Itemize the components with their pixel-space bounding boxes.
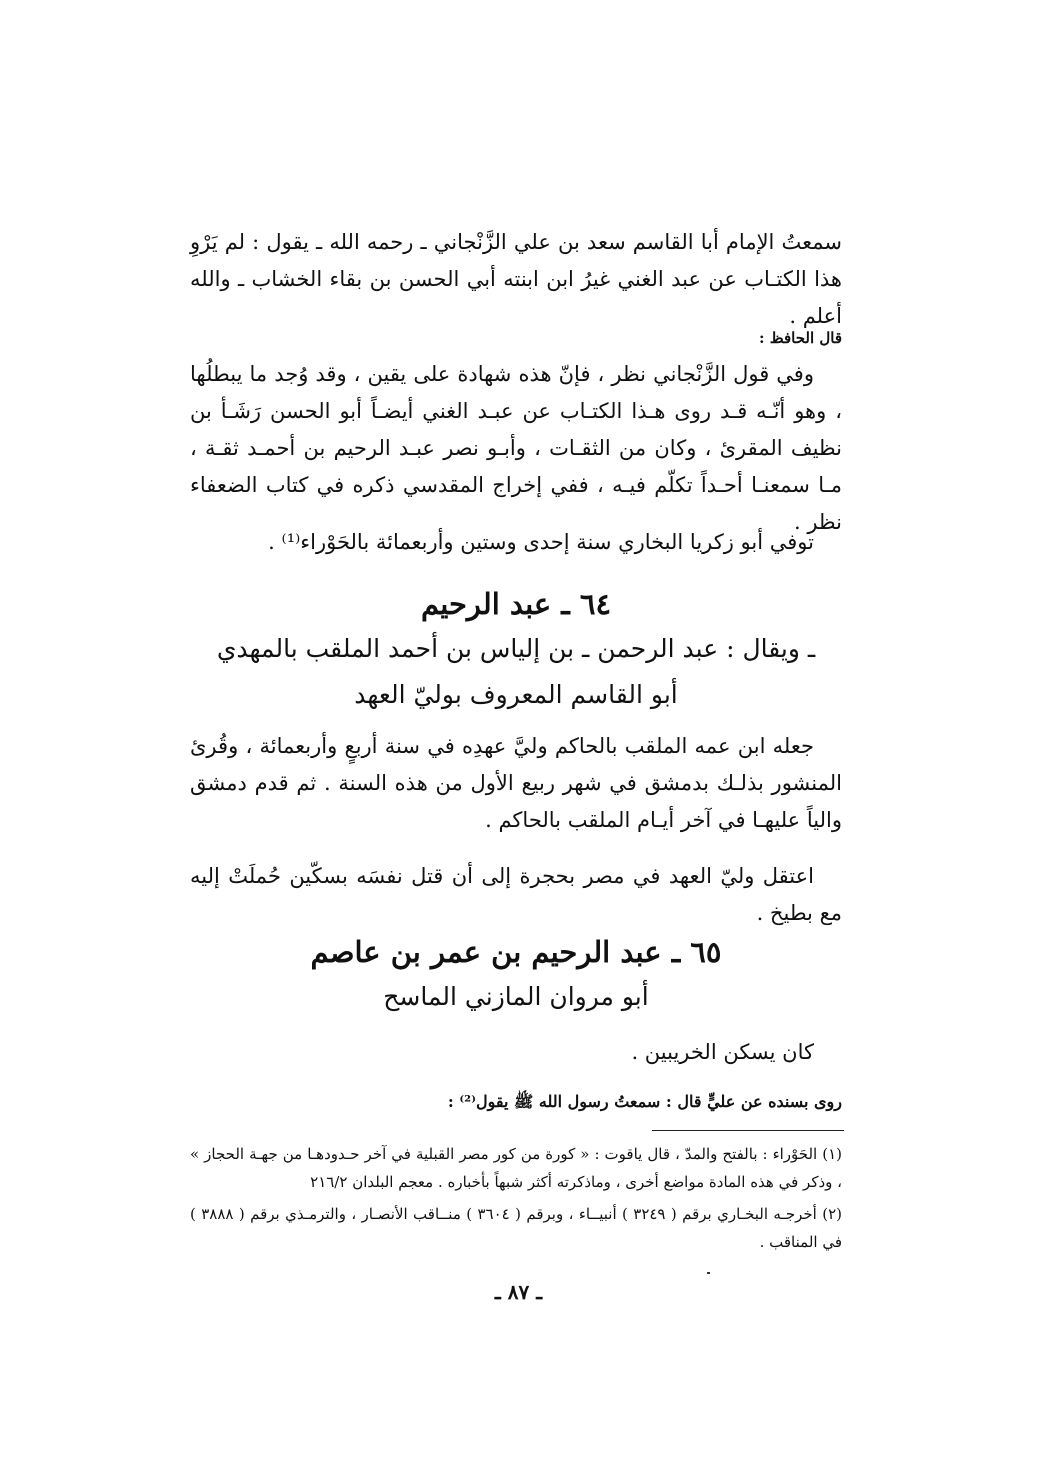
entry-65-kunya: أبو مروان المازني الماسح <box>383 982 649 1011</box>
hafiz-paragraph-block <box>190 356 842 541</box>
entry-65-heading <box>190 930 842 1020</box>
entry-65-body-2 <box>190 1090 842 1114</box>
entry-65-title: ٦٥ ـ عبد الرحيم بن عمر بن عاصم <box>310 935 722 969</box>
death-note-block <box>190 524 842 561</box>
page-number: ـ ٨٧ ـ <box>494 1280 543 1304</box>
entry-65-body-1 <box>190 1034 842 1071</box>
entry-64-title: ٦٤ ـ عبد الرحيم <box>420 587 612 621</box>
entry-64-body-2 <box>190 858 842 932</box>
hafiz-heading: قال الحافظ : <box>758 329 842 347</box>
entry-64-kunya: أبو القاسم المعروف بوليّ العهد <box>354 680 678 709</box>
entry-64-body-1 <box>190 728 842 839</box>
hafiz-heading-block <box>190 326 842 350</box>
entry-64-paragraph-1: جعله ابن عمه الملقب بالحاكم وليَّ عهدِه في سنة أربعٍ وأربعمائة ، وقُرئ المنشور بذلـك بدمشق في شهر ربيع الأول من هذه السنة . ثم قدم دمشق والياً عليهـا في آخر أيـام الملقب بالحاكم . <box>190 734 842 832</box>
footnote-separator <box>652 1130 844 1131</box>
hafiz-paragraph: وفي قول الزَّنْجاني نظر ، فإنّ هذه شهادة على يقين ، وقد وُجد ما يبطلُها ، وهو أنّـه قـد روى هـذا الكتـاب عن عبـد الغني أيضـاً أبو الحسن رَشَـأ بن نظيف المقرئ ، وكان من الثقـات ، وأبـو نصر عبـد الرحيم بن أحمـد ثقـة ، مـا سمعنـا أحـداً تكلّم فيـه ، ففي إخراج المقدسي ذكره في كتاب الضعفاء نظر . <box>190 362 842 534</box>
footnote-1: (١) الحَوْراء : بالفتح والمدّ ، قال ياقوت : « كورة من كور مصر القبلية في آخر حـدودهـا من جهـة الحجاز » ، وذكر في هذه المادة مواضع أخرى ، وماذكرته أكثر شبهاً بأخباره . معجم البلدان ٢١٦/٢ <box>190 1145 842 1191</box>
scan-speck <box>707 1272 710 1274</box>
footnote-2: (٢) أخرجـه البخـاري برقم ( ٣٢٤٩ ) أنبيــاء ، وبرقم ( ٣٦٠٤ ) منــاقب الأنصـار ، والترمـذي برقم ( ٣٨٨٨ ) في المناقب . <box>190 1205 842 1251</box>
death-note-paragraph: توفي أبو زكريا البخاري سنة إحدى وستين وأربعمائة بالحَوْراء⁽¹⁾ . <box>268 530 814 554</box>
entry-64-heading <box>190 582 842 718</box>
entry-64-paragraph-2: اعتقل وليّ العهد في مصر بحجرة إلى أن قتل نفسَه بسكّين حُملَتْ إليه مع بطيخ . <box>190 864 842 925</box>
opening-paragraph-block <box>190 224 842 335</box>
entry-64-lineage: ـ ويقال : عبد الرحمن ـ بن إلياس بن أحمد الملقب بالمهدي <box>216 634 816 663</box>
entry-65-paragraph-2: روى بسنده عن عليٍّ قال : سمعتُ رسول الله ﷺ يقول⁽²⁾ : <box>447 1092 842 1111</box>
opening-paragraph: سمعتُ الإمام أبا القاسم سعد بن علي الزَّنْجاني ـ رحمه الله ـ يقول : لم يَرْوِ هذا الكتـاب عن عبد الغني غيرُ ابن ابنته أبي الحسن بن بقاء الخشاب ـ والله أعلم . <box>190 230 842 328</box>
entry-65-paragraph-1: كان يسكن الخريبين . <box>631 1040 814 1064</box>
footnotes-block <box>190 1140 842 1256</box>
